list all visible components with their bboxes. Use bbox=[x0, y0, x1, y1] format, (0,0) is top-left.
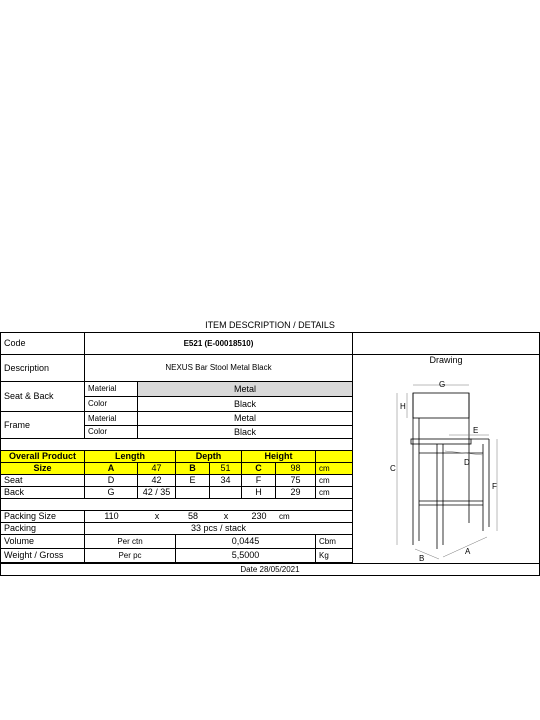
volume-unit: Cbm bbox=[316, 535, 353, 549]
label-c: C bbox=[390, 464, 396, 473]
code-value: E521 (E-00018510) bbox=[85, 333, 353, 355]
packing-x-2: x bbox=[210, 511, 242, 523]
packing-value: 33 pcs / stack bbox=[85, 523, 353, 535]
f-letter: F bbox=[242, 475, 276, 487]
date: Date 28/05/2021 bbox=[1, 563, 539, 575]
c-letter: C bbox=[242, 463, 276, 475]
b-value: 51 bbox=[210, 463, 242, 475]
e-letter: E bbox=[176, 475, 210, 487]
frame-material: Metal bbox=[138, 412, 353, 426]
packing-size-label: Packing Size bbox=[1, 511, 85, 523]
h-letter: H bbox=[242, 487, 276, 499]
h-value: 29 bbox=[276, 487, 316, 499]
g-letter: G bbox=[85, 487, 138, 499]
back-empty-1 bbox=[176, 487, 210, 499]
stool-drawing-svg bbox=[353, 373, 539, 563]
seat-back-label: Seat & Back bbox=[1, 382, 85, 412]
weight-unit: Kg bbox=[316, 549, 353, 563]
overall-label-2: Size bbox=[1, 463, 85, 475]
frame-label: Frame bbox=[1, 412, 85, 439]
packing-width: 58 bbox=[176, 511, 210, 523]
back-empty-2 bbox=[210, 487, 242, 499]
overall-label-1: Overall Product bbox=[1, 451, 85, 463]
seat-back-material: Metal bbox=[138, 382, 353, 397]
label-a: A bbox=[465, 547, 471, 556]
b-letter: B bbox=[176, 463, 210, 475]
page-title: ITEM DESCRIPTION / DETAILS bbox=[205, 320, 335, 330]
label-d: D bbox=[464, 458, 470, 467]
packing-unit: cm bbox=[276, 511, 353, 523]
header-unit-cell bbox=[316, 451, 353, 463]
weight-per: Per pc bbox=[85, 549, 176, 563]
packing-length: 110 bbox=[85, 511, 138, 523]
volume-per: Per ctn bbox=[85, 535, 176, 549]
drawing-label: Drawing bbox=[429, 354, 463, 365]
packing-label: Packing bbox=[1, 523, 85, 535]
label-f: F bbox=[492, 482, 497, 491]
volume-value: 0,0445 bbox=[176, 535, 316, 549]
seat-unit: cm bbox=[316, 475, 353, 487]
label-h: H bbox=[400, 402, 406, 411]
spacer-row-2 bbox=[1, 499, 353, 511]
seat bbox=[411, 439, 471, 444]
label-g: G bbox=[439, 380, 446, 389]
stool-drawing bbox=[353, 373, 539, 563]
spacer-row bbox=[1, 439, 353, 451]
back-label: Back bbox=[1, 487, 85, 499]
e-value: 34 bbox=[210, 475, 242, 487]
length-header: Length bbox=[85, 451, 176, 463]
g-value: 42 / 35 bbox=[138, 487, 176, 499]
code-label: Code bbox=[1, 333, 85, 355]
frame-color: Black bbox=[138, 426, 353, 439]
f-value: 75 bbox=[276, 475, 316, 487]
seat-back-color: Black bbox=[138, 397, 353, 412]
description-label: Description bbox=[1, 355, 85, 382]
backrest bbox=[413, 393, 469, 418]
seat-back-material-label: Material bbox=[85, 382, 138, 397]
packing-height: 230 bbox=[242, 511, 276, 523]
a-letter: A bbox=[85, 463, 138, 475]
seat-back-color-label: Color bbox=[85, 397, 138, 412]
weight-label: Weight / Gross bbox=[1, 549, 85, 563]
height-header: Height bbox=[242, 451, 316, 463]
packing-x-1: x bbox=[138, 511, 176, 523]
c-value: 98 bbox=[276, 463, 316, 475]
description-value: NEXUS Bar Stool Metal Black bbox=[85, 355, 353, 382]
label-b: B bbox=[419, 554, 425, 563]
depth-header: Depth bbox=[176, 451, 242, 463]
seat-label: Seat bbox=[1, 475, 85, 487]
item-details-table bbox=[0, 332, 540, 576]
overall-unit: cm bbox=[316, 463, 353, 475]
label-e: E bbox=[473, 426, 479, 435]
d-value: 42 bbox=[138, 475, 176, 487]
frame-color-label: Color bbox=[85, 426, 138, 439]
volume-label: Volume bbox=[1, 535, 85, 549]
a-value: 47 bbox=[138, 463, 176, 475]
frame-material-label: Material bbox=[85, 412, 138, 426]
back-unit: cm bbox=[316, 487, 353, 499]
weight-value: 5,5000 bbox=[176, 549, 316, 563]
d-letter: D bbox=[85, 475, 138, 487]
